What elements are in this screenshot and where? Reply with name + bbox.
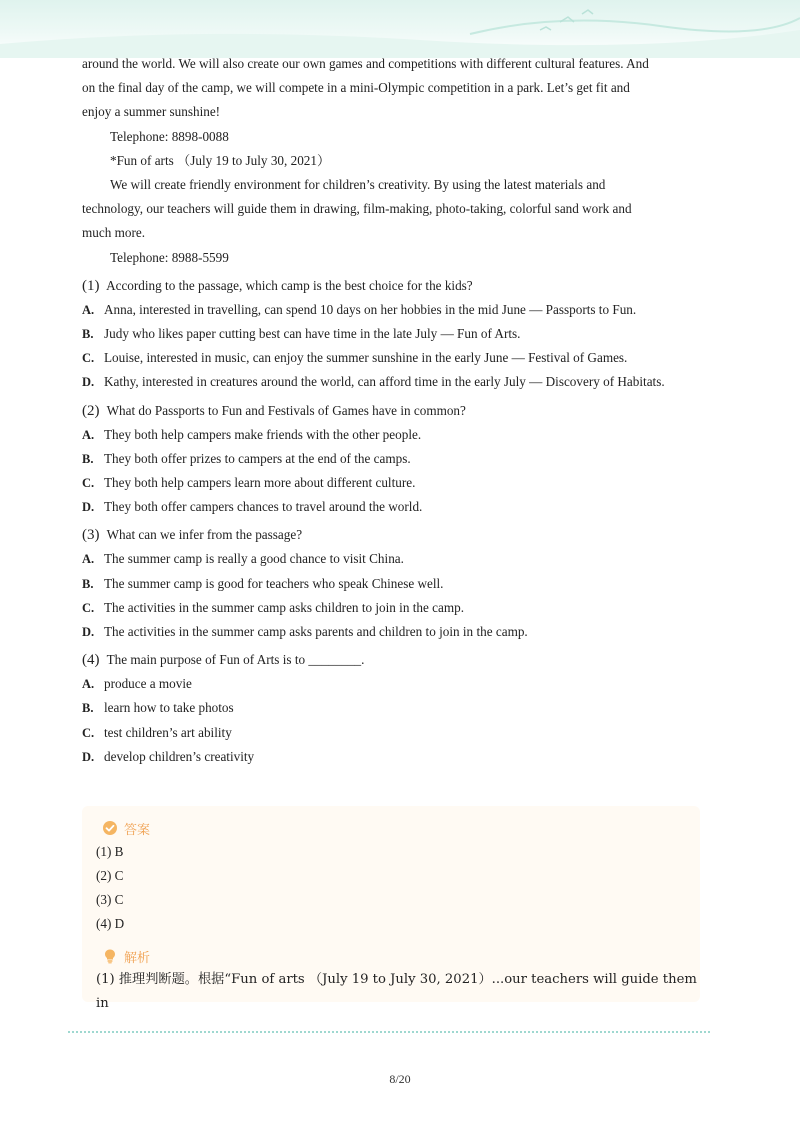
- option: [82, 547, 702, 571]
- question-stem: [82, 523, 702, 547]
- option: [82, 745, 702, 769]
- option-text: Kathy, interested in creatures around the world, can afford time in the early July — Discovery of Habitats.: [104, 374, 665, 390]
- page-number: 8/20: [389, 1072, 411, 1086]
- answer-panel: [82, 806, 700, 1011]
- option: [82, 620, 702, 644]
- question-number: (1): [82, 277, 100, 294]
- option: [82, 495, 702, 519]
- option: [82, 346, 702, 370]
- question-stem: [82, 399, 702, 423]
- option-letter: C.: [82, 351, 95, 366]
- option: [82, 423, 702, 447]
- option-letter: C.: [82, 476, 95, 491]
- header-decoration: [0, 0, 800, 58]
- option-letter: C.: [82, 600, 95, 615]
- telephone-line: Telephone: 8988-5599: [110, 249, 229, 265]
- option-text: Anna, interested in travelling, can spend 10 days on her hobbies in the mid June — Passports to Fun.: [104, 301, 637, 317]
- option: [82, 322, 702, 346]
- passage-line: We will create friendly environment for children’s creativity. By using the latest materials and: [110, 177, 606, 193]
- analysis-text: (1) 推理判断题。根据“Fun of arts （July 19 to July 30, 2021）...our teachers will guide them in: [96, 972, 697, 1011]
- option-text: Louise, interested in music, can enjoy the summer sunshine in the early June — Festival of Games.: [104, 350, 628, 366]
- passage-line: enjoy a summer sunshine!: [82, 104, 221, 120]
- option-text: develop children’s creativity: [104, 748, 255, 764]
- analysis-section-label: 解析: [124, 950, 151, 966]
- question-text: What can we infer from the passage?: [106, 527, 303, 543]
- answer-line: (4) D: [96, 916, 125, 931]
- answer-section-label: 答案: [124, 822, 151, 838]
- option-letter: D.: [82, 749, 95, 764]
- option-letter: C.: [82, 725, 95, 740]
- passage-line: on the final day of the camp, we will compete in a mini-Olympic competition in a park. Let’s get fit and: [82, 80, 630, 96]
- page-body: [82, 52, 702, 769]
- option-text: The summer camp is good for teachers who speak Chinese well.: [104, 575, 444, 591]
- lightbulb-icon: [102, 948, 118, 964]
- passage: [82, 52, 702, 270]
- question-number: (3): [82, 527, 100, 544]
- option: [82, 672, 702, 696]
- option: [82, 298, 702, 322]
- option-letter: A.: [82, 552, 95, 567]
- option: [82, 721, 702, 745]
- passage-line: much more.: [82, 225, 145, 241]
- option-letter: A.: [82, 427, 95, 442]
- question-text: The main purpose of Fun of Arts is to ________.: [106, 652, 365, 668]
- option-letter: A.: [82, 677, 95, 692]
- question-stem: [82, 274, 702, 298]
- question-3: [82, 523, 702, 644]
- option: [82, 471, 702, 495]
- option-letter: A.: [82, 302, 95, 317]
- answer-line: (1) B: [96, 844, 124, 859]
- option-letter: D.: [82, 500, 95, 515]
- option-letter: B.: [82, 327, 94, 342]
- answer-section-title: [102, 816, 700, 840]
- question-number: (4): [82, 652, 100, 669]
- option-text: Judy who likes paper cutting best can have time in the late July — Fun of Arts.: [104, 326, 521, 342]
- option-text: The summer camp is really a good chance to visit China.: [104, 551, 404, 567]
- question-text: According to the passage, which camp is the best choice for the kids?: [106, 277, 473, 293]
- question-1: [82, 274, 702, 395]
- option-letter: D.: [82, 625, 95, 640]
- option: [82, 572, 702, 596]
- option-letter: D.: [82, 375, 95, 390]
- option-letter: B.: [82, 701, 94, 716]
- option: [82, 596, 702, 620]
- dotted-separator: [68, 1031, 710, 1033]
- question-stem: [82, 648, 702, 672]
- camp-heading: *Fun of arts （July 19 to July 30, 2021）: [110, 152, 331, 168]
- question-2: [82, 399, 702, 520]
- option-text: produce a movie: [104, 676, 192, 692]
- option-text: learn how to take photos: [104, 700, 234, 716]
- telephone-line: Telephone: 8898-0088: [110, 128, 229, 144]
- passage-line: around the world. We will also create our own games and competitions with different cultural features. And: [82, 56, 649, 71]
- option-text: They both offer prizes to campers at the end of the camps.: [104, 450, 411, 466]
- option-text: They both help campers learn more about different culture.: [104, 475, 416, 491]
- question-text: What do Passports to Fun and Festivals of Games have in common?: [106, 402, 466, 418]
- answer-line: (2) C: [96, 868, 124, 883]
- analysis-section-title: [102, 944, 700, 968]
- check-badge-icon: [102, 820, 118, 836]
- option: [82, 370, 702, 394]
- answer-line: (3) C: [96, 892, 124, 907]
- option: [82, 447, 702, 471]
- option: [82, 696, 702, 720]
- question-4: [82, 648, 702, 769]
- option-text: The activities in the summer camp asks parents and children to join in the camp.: [104, 624, 528, 640]
- passage-line: technology, our teachers will guide them in drawing, film-making, photo-taking, colorful sand work and: [82, 201, 632, 217]
- option-text: The activities in the summer camp asks children to join in the camp.: [104, 599, 464, 615]
- option-text: They both help campers make friends with the other people.: [104, 426, 422, 442]
- option-text: test children’s art ability: [104, 724, 232, 740]
- option-letter: B.: [82, 451, 94, 466]
- question-number: (2): [82, 402, 100, 419]
- option-text: They both offer campers chances to travel around the world.: [104, 499, 423, 515]
- option-letter: B.: [82, 576, 94, 591]
